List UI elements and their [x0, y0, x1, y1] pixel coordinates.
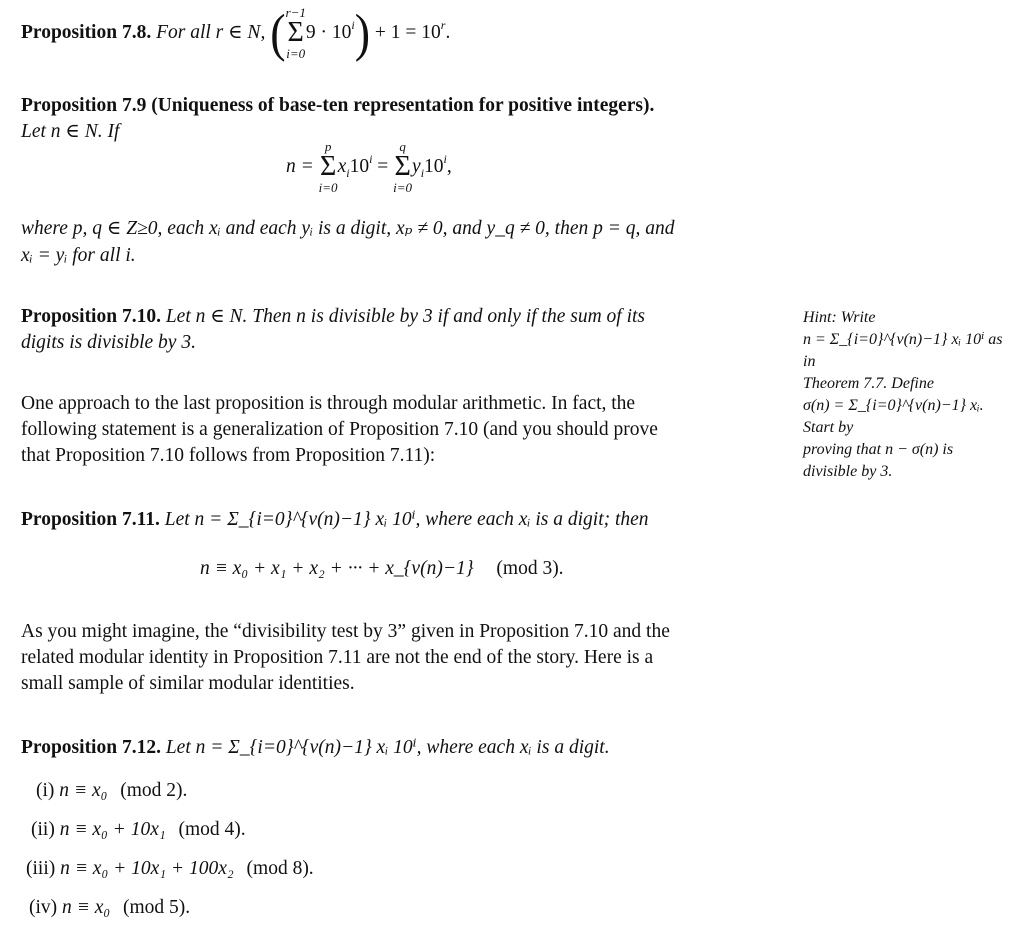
prop-7-11-mod: (mod 3).: [496, 558, 564, 579]
item-mod: (mod 4).: [178, 819, 246, 840]
sigma-symbol: Σ: [319, 151, 337, 182]
item-num: (iv): [29, 897, 58, 918]
sigma-symbol: Σ: [287, 17, 304, 48]
left-paren: (: [270, 3, 286, 62]
eq-sign: =: [377, 156, 389, 177]
list-item: [36, 778, 187, 804]
sum1-exp: i: [369, 152, 373, 166]
prop-7-9-label: Proposition 7.9 (Uniqueness of base-ten representation for positive integers).: [21, 95, 655, 116]
list-item: [26, 856, 314, 882]
prop-7-10-line2: digits is divisible by 3.: [21, 332, 196, 353]
prop-7-9-line2: Let n ∈ N. If: [21, 121, 120, 142]
approach-line1: One approach to the last proposition is through modular arithmetic. In fact, the: [21, 393, 636, 414]
sum-top: r−1: [285, 5, 306, 20]
exp-r: r: [440, 18, 446, 32]
prop-7-10-text: Let n ∈ N. Then n is divisible by 3 if and only if the sum of its: [165, 306, 645, 327]
sum2-top: q: [399, 139, 406, 154]
prop-7-10-line1: [21, 304, 645, 330]
prop-7-9-where1: where p, q ∈ Z≥0, each xᵢ and each yᵢ is a digit, xₚ ≠ 0, and y_q ≠ 0, then p = q, and: [21, 218, 675, 239]
sum2-exp: i: [443, 152, 447, 166]
sum2-term: y: [412, 156, 421, 177]
sum1-bottom: i=0: [318, 180, 338, 195]
prop-7-11-text: Let n = Σ_{i=0}^{ν(n)−1} xᵢ 10ⁱ, where each xᵢ is a digit; then: [164, 509, 649, 530]
list-item: [31, 817, 246, 843]
prop-7-11-equation: [200, 556, 564, 582]
item-eq: n ≡ x₀: [59, 780, 108, 801]
hint-line6: divisible by 3.: [803, 463, 893, 480]
item-eq: n ≡ x₀: [62, 897, 111, 918]
hint-line4: σ(n) = Σ_{i=0}^{ν(n)−1} xᵢ. Start by: [803, 397, 984, 436]
sum-exp: i: [351, 18, 355, 32]
prop-7-12-label: Proposition 7.12.: [21, 737, 161, 758]
sum1-sub: i: [346, 166, 350, 180]
prop-7-11: [21, 507, 649, 533]
prop-7-11-label: Proposition 7.11.: [21, 509, 160, 530]
approach-line2: following statement is a generalization of Proposition 7.10 (and you should prove: [21, 419, 658, 440]
sum2-bottom: i=0: [393, 180, 413, 195]
sum1-base: 10: [349, 156, 370, 177]
hint-line1: Hint: Write: [803, 309, 876, 326]
sum2-base: 10: [424, 156, 444, 177]
sum-2: [393, 140, 412, 194]
period: .: [445, 22, 451, 43]
item-num: (iii): [26, 858, 56, 879]
hint-line3: Theorem 7.7. Define: [803, 375, 934, 392]
sum-7-8: [286, 6, 306, 60]
right-paren: ): [354, 3, 371, 62]
eq-end: ,: [446, 156, 452, 177]
sum-term: 9 · 10: [305, 22, 352, 43]
list-item: [29, 895, 190, 921]
imagine-line3: small sample of similar modular identities.: [21, 673, 355, 694]
hint-line2: n = Σ_{i=0}^{ν(n)−1} xᵢ 10ⁱ as in: [803, 331, 1003, 370]
sum-1: [319, 140, 338, 194]
prop-7-8-text: For all r ∈ N,: [156, 22, 266, 43]
item-mod: (mod 2).: [120, 780, 188, 801]
sum-bottom: i=0: [286, 46, 306, 61]
prop-7-12: [21, 735, 610, 761]
prop-7-10-label: Proposition 7.10.: [21, 306, 161, 327]
hint-line5: proving that n − σ(n) is: [803, 441, 954, 458]
sum2-sub: i: [420, 166, 425, 180]
item-eq: n ≡ x₀ + 10x₁: [59, 819, 166, 840]
prop-7-8-label: Proposition 7.8.: [21, 22, 152, 43]
prop-7-12-text: Let n = Σ_{i=0}^{ν(n)−1} xᵢ 10ⁱ, where each xᵢ is a digit.: [165, 737, 610, 758]
eq-lhs: n =: [286, 156, 314, 177]
item-eq: n ≡ x₀ + 10x₁ + 100x₂: [60, 858, 234, 879]
item-num: (i): [36, 780, 55, 801]
prop-7-9-equation: [286, 140, 452, 202]
imagine-line2: related modular identity in Proposition 7.11 are not the end of the story. Here is a: [21, 647, 654, 668]
hint-sidenote: [803, 307, 1018, 483]
sum1-top: p: [324, 139, 332, 154]
imagine-line1: As you might imagine, the “divisibility test by 3” given in Proposition 7.10 and the: [21, 621, 670, 642]
prop-7-11-eq: n ≡ x₀ + x₁ + x₂ + ··· + x_{ν(n)−1}: [200, 558, 474, 579]
prop-7-8-post: + 1 = 10: [374, 22, 441, 43]
item-mod: (mod 8).: [246, 858, 314, 879]
item-num: (ii): [31, 819, 55, 840]
approach-line3: that Proposition 7.10 follows from Proposition 7.11):: [21, 445, 436, 466]
prop-7-9-where2: xᵢ = yᵢ for all i.: [21, 245, 136, 266]
sum1-term: x: [337, 156, 347, 177]
item-mod: (mod 5).: [123, 897, 191, 918]
prop-7-8: [21, 3, 451, 62]
sigma-symbol: Σ: [394, 151, 411, 182]
